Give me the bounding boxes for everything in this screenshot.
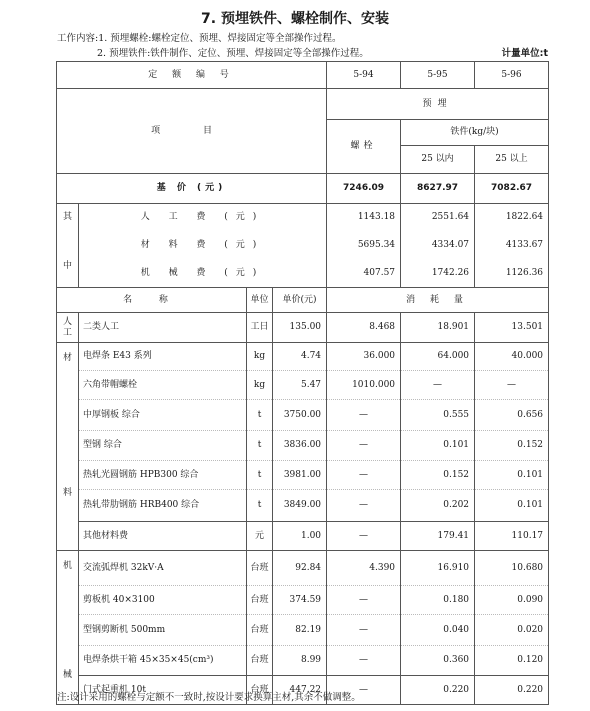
fee-labor-1: 1143.18 xyxy=(327,204,401,231)
material-qty-1: — xyxy=(327,490,401,522)
machine-qty-1: — xyxy=(327,586,401,615)
material-qty-2: 0.555 xyxy=(401,400,475,431)
work-content-line-2: 2. 预埋铁件:铁件制作、定位、预埋、焊接固定等全部操作过程。 xyxy=(97,48,369,59)
material-price: 3750.00 xyxy=(273,400,327,431)
machine-side-bottom: 械 xyxy=(62,669,72,680)
iron-label: 铁件(kg/块) xyxy=(401,120,549,146)
fee-labor-2: 2551.64 xyxy=(401,204,475,231)
material-qty-3: 40.000 xyxy=(475,343,549,371)
fee-machine-3: 1126.36 xyxy=(475,261,549,288)
material-name: 热轧光圆钢筋 HPB300 综合 xyxy=(79,461,247,490)
labor-qty-3: 13.501 xyxy=(475,313,549,343)
fee-material-3: 4133.67 xyxy=(475,231,549,261)
work-content-line-1: 工作内容:1. 预埋螺栓:螺栓定位、预埋、焊接固定等全部操作过程。 xyxy=(57,33,342,44)
item-label: 项 目 xyxy=(57,89,327,174)
material-name: 型钢 综合 xyxy=(79,431,247,461)
machine-qty-1: 4.390 xyxy=(327,551,401,586)
machine-qty-3: 0.090 xyxy=(475,586,549,615)
labor-qty-1: 8.468 xyxy=(327,313,401,343)
material-price: 5.47 xyxy=(273,371,327,400)
table-row xyxy=(57,522,549,551)
machine-side-top: 机 xyxy=(62,561,72,571)
material-side-bottom: 料 xyxy=(62,487,72,498)
material-qty-3: 0.101 xyxy=(475,461,549,490)
machine-qty-3: 0.220 xyxy=(475,676,549,705)
machine-qty-1: — xyxy=(327,646,401,676)
iron-sub-1: 25 以内 xyxy=(401,146,475,174)
machine-name: 剪板机 40×3100 xyxy=(79,586,247,615)
material-qty-1: — xyxy=(327,461,401,490)
material-price: 3836.00 xyxy=(273,431,327,461)
material-side-label xyxy=(57,343,79,551)
material-qty-3: — xyxy=(475,371,549,400)
machine-qty-3: 10.680 xyxy=(475,551,549,586)
material-qty-1: 36.000 xyxy=(327,343,401,371)
machine-qty-3: 0.020 xyxy=(475,615,549,646)
material-unit: t xyxy=(247,431,273,461)
labor-qty-2: 18.901 xyxy=(401,313,475,343)
machine-qty-1: — xyxy=(327,676,401,705)
material-unit: t xyxy=(247,461,273,490)
material-price: 3849.00 xyxy=(273,490,327,522)
quota-code-2: 5-95 xyxy=(401,62,475,89)
material-qty-3: 0.101 xyxy=(475,490,549,522)
base-price-value-3: 7082.67 xyxy=(475,174,549,204)
material-qty-1: 1010.000 xyxy=(327,371,401,400)
material-unit: 元 xyxy=(247,522,273,551)
table-row xyxy=(57,313,549,343)
fee-machine-1: 407.57 xyxy=(327,261,401,288)
material-side-top: 材 xyxy=(62,353,72,363)
bolt-label: 螺栓 xyxy=(327,120,401,174)
machine-qty-2: 0.040 xyxy=(401,615,475,646)
machine-unit: 台班 xyxy=(247,676,273,705)
table-row xyxy=(57,371,549,400)
machine-price: 374.59 xyxy=(273,586,327,615)
machine-price: 92.84 xyxy=(273,551,327,586)
machine-qty-2: 16.910 xyxy=(401,551,475,586)
machine-name: 交流弧焊机 32kV·A xyxy=(79,551,247,586)
machine-unit: 台班 xyxy=(247,646,273,676)
consumption-price-header: 单价(元) xyxy=(273,288,327,313)
quota-code-3: 5-96 xyxy=(475,62,549,89)
machine-qty-1: — xyxy=(327,615,401,646)
material-qty-1: — xyxy=(327,400,401,431)
machine-price: 8.99 xyxy=(273,646,327,676)
machine-name: 门式起重机 10t xyxy=(79,676,247,705)
consumption-unit-header: 单位 xyxy=(247,288,273,313)
machine-unit: 台班 xyxy=(247,615,273,646)
material-name: 中厚钢板 综合 xyxy=(79,400,247,431)
fee-material-2: 4334.07 xyxy=(401,231,475,261)
fee-row-machine xyxy=(57,261,549,288)
machine-qty-2: 0.180 xyxy=(401,586,475,615)
fee-machine-2: 1742.26 xyxy=(401,261,475,288)
base-price-label: 基 价 (元) xyxy=(57,174,327,204)
table-row xyxy=(57,343,549,371)
fee-side-top: 其 xyxy=(62,212,72,222)
material-qty-3: 0.656 xyxy=(475,400,549,431)
fee-side-label xyxy=(57,204,79,288)
labor-unit: 工日 xyxy=(247,313,273,343)
material-qty-2: 64.000 xyxy=(401,343,475,371)
machine-price: 82.19 xyxy=(273,615,327,646)
fee-material-1: 5695.34 xyxy=(327,231,401,261)
table-row xyxy=(57,551,549,586)
labor-side-label: 人工 xyxy=(57,313,79,343)
machine-unit: 台班 xyxy=(247,586,273,615)
material-name: 热轧带肋钢筋 HRB400 综合 xyxy=(79,490,247,522)
table-row xyxy=(57,461,549,490)
fee-label-material: 材 料 费 (元) xyxy=(79,231,327,261)
table-row xyxy=(57,431,549,461)
material-qty-2: — xyxy=(401,371,475,400)
machine-qty-2: 0.220 xyxy=(401,676,475,705)
consumption-header-row xyxy=(57,288,549,313)
base-price-value-2: 8627.97 xyxy=(401,174,475,204)
material-qty-1: — xyxy=(327,522,401,551)
material-qty-2: 179.41 xyxy=(401,522,475,551)
machine-side-label xyxy=(57,551,79,705)
machine-name: 电焊条烘干箱 45×35×45(cm³) xyxy=(79,646,247,676)
fee-row-material xyxy=(57,231,549,261)
consumption-qty-header: 消 耗 量 xyxy=(327,288,549,313)
quota-number-row xyxy=(57,62,549,89)
machine-name: 型钢剪断机 500mm xyxy=(79,615,247,646)
table-row xyxy=(57,490,549,522)
fee-label-labor: 人 工 费 (元) xyxy=(79,204,327,231)
fee-row-labor xyxy=(57,204,549,231)
material-price: 3981.00 xyxy=(273,461,327,490)
material-unit: kg xyxy=(247,371,273,400)
machine-unit: 台班 xyxy=(247,551,273,586)
material-qty-2: 0.202 xyxy=(401,490,475,522)
material-qty-3: 0.152 xyxy=(475,431,549,461)
base-price-row xyxy=(57,174,549,204)
material-unit: t xyxy=(247,400,273,431)
machine-qty-3: 0.120 xyxy=(475,646,549,676)
fee-side-bottom: 中 xyxy=(62,260,72,271)
footnote: 注:设计采用的螺栓与定额不一致时,按设计要求换算主材,其余不做调整。 xyxy=(57,692,361,703)
quota-table xyxy=(56,61,549,705)
material-unit: kg xyxy=(247,343,273,371)
material-name: 其他材料费 xyxy=(79,522,247,551)
embed-label: 预埋 xyxy=(327,89,549,120)
machine-qty-2: 0.360 xyxy=(401,646,475,676)
measure-unit: 计量单位:t xyxy=(501,48,548,59)
labor-name: 二类人工 xyxy=(79,313,247,343)
fee-label-machine: 机 械 费 (元) xyxy=(79,261,327,288)
base-price-value-1: 7246.09 xyxy=(327,174,401,204)
page-title: 7. 预埋铁件、螺栓制作、安装 xyxy=(201,11,389,27)
consumption-name-header: 名 称 xyxy=(57,288,247,313)
table-row xyxy=(57,586,549,615)
table-row xyxy=(57,615,549,646)
material-price: 4.74 xyxy=(273,343,327,371)
machine-price: 447.22 xyxy=(273,676,327,705)
material-qty-3: 110.17 xyxy=(475,522,549,551)
material-price: 1.00 xyxy=(273,522,327,551)
material-unit: t xyxy=(247,490,273,522)
quota-number-label: 定 额 编 号 xyxy=(57,62,327,89)
table-row xyxy=(57,400,549,431)
material-qty-1: — xyxy=(327,431,401,461)
quota-code-1: 5-94 xyxy=(327,62,401,89)
table-row xyxy=(57,646,549,676)
labor-price: 135.00 xyxy=(273,313,327,343)
fee-labor-3: 1822.64 xyxy=(475,204,549,231)
material-qty-2: 0.101 xyxy=(401,431,475,461)
iron-sub-2: 25 以上 xyxy=(475,146,549,174)
material-name: 电焊条 E43 系列 xyxy=(79,343,247,371)
material-qty-2: 0.152 xyxy=(401,461,475,490)
material-name: 六角带帽螺栓 xyxy=(79,371,247,400)
